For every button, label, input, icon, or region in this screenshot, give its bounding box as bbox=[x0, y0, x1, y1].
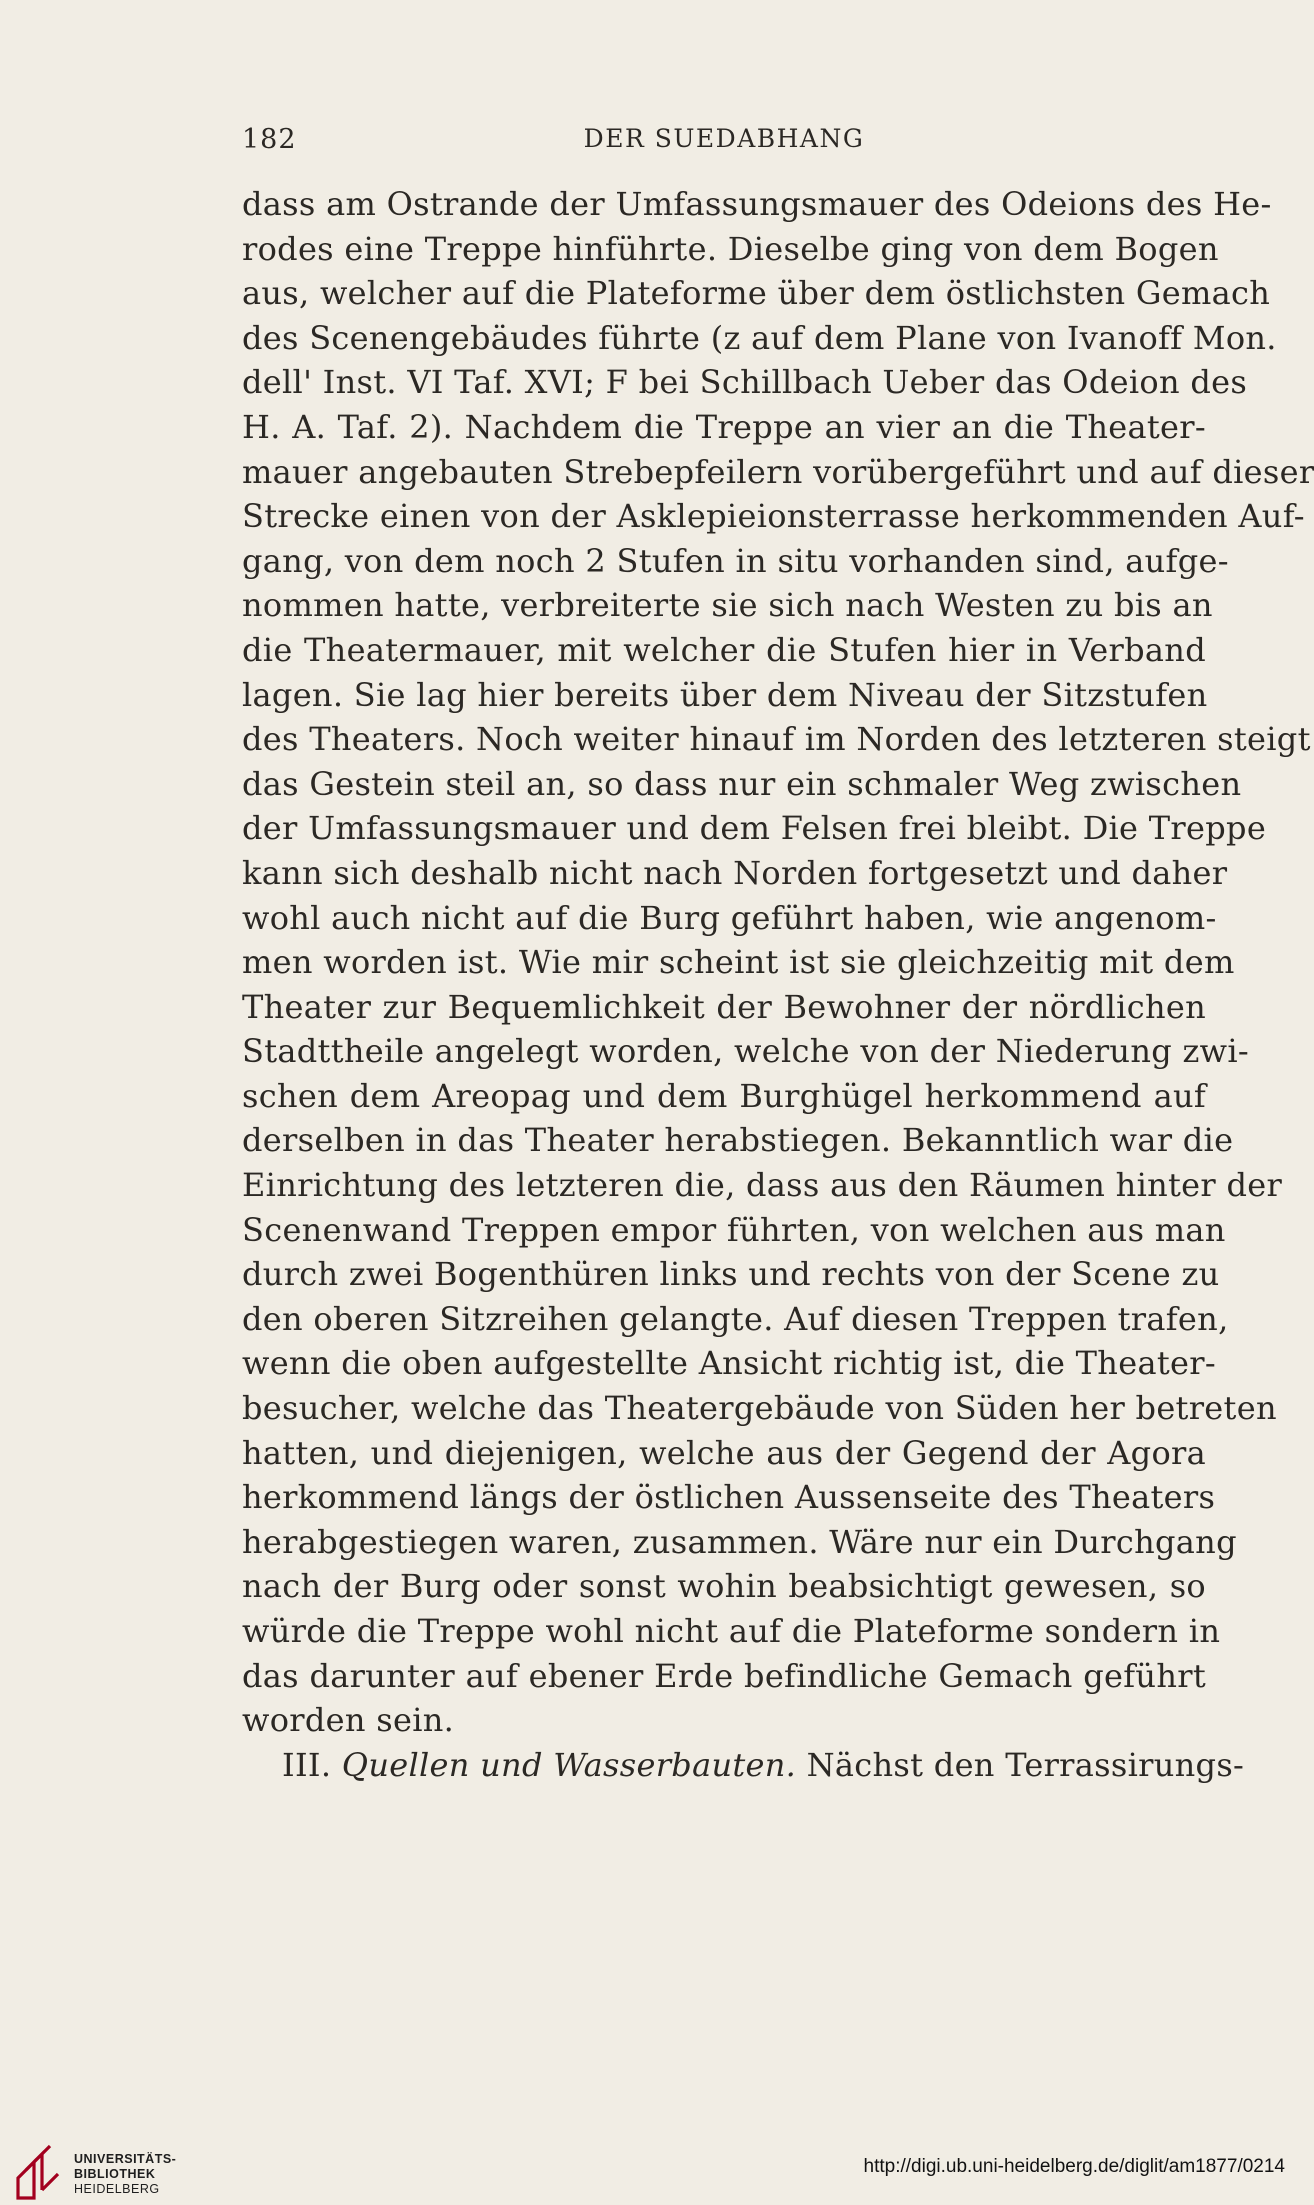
text-line: aus, welcher auf die Plateforme über dem östlichsten Gemach bbox=[242, 274, 1271, 313]
text-line: nommen hatte, verbreiterte sie sich nach Westen zu bis an bbox=[242, 586, 1213, 625]
text-line: der Umfassungsmauer und dem Felsen frei bleibt. Die Treppe bbox=[242, 809, 1267, 848]
text-line: das Gestein steil an, so dass nur ein schmaler Weg zwischen bbox=[242, 764, 1242, 803]
library-name bbox=[74, 2152, 176, 2197]
footer bbox=[0, 2140, 1303, 2205]
library-name-line-2: BIBLIOTHEK bbox=[74, 2167, 156, 2181]
paragraph bbox=[242, 182, 1314, 1743]
library-name-line-1: UNIVERSITÄTS- bbox=[74, 2152, 177, 2166]
text-line: rodes eine Treppe hinführte. Dieselbe ging von dem Bogen bbox=[242, 229, 1219, 268]
text-line: herabgestiegen waren, zusammen. Wäre nur ein Durchgang bbox=[242, 1522, 1237, 1561]
section-continuation: Nächst den Terrassirungs- bbox=[806, 1745, 1245, 1784]
text-line: gang, von dem noch 2 Stufen in situ vorhanden sind, aufge- bbox=[242, 541, 1229, 580]
text-line: Einrichtung des letzteren die, dass aus den Räumen hinter der bbox=[242, 1166, 1283, 1205]
source-url-link[interactable]: http://digi.ub.uni-heidelberg.de/diglit/am1877/0214 bbox=[863, 2156, 1285, 2177]
section-heading-line bbox=[242, 1743, 1245, 1788]
text-line: des Theaters. Noch weiter hinauf im Norden des letzteren steigt bbox=[242, 720, 1311, 759]
page-header bbox=[242, 124, 1206, 164]
page-number: 182 bbox=[242, 124, 297, 155]
text-line: men worden ist. Wie mir scheint ist sie gleichzeitig mit dem bbox=[242, 943, 1235, 982]
text-line: kann sich deshalb nicht nach Norden fortgesetzt und daher bbox=[242, 853, 1228, 892]
text-line: hatten, und diejenigen, welche aus der Gegend der Agora bbox=[242, 1433, 1206, 1472]
text-line: Strecke einen von der Asklepieionsterrasse herkommenden Auf- bbox=[242, 497, 1305, 536]
section-number: III. bbox=[282, 1745, 332, 1784]
text-line: würde die Treppe wohl nicht auf die Plateforme sondern in bbox=[242, 1612, 1221, 1650]
text-line: den oberen Sitzreihen gelangte. Auf diesen Treppen trafen, bbox=[242, 1299, 1229, 1338]
text-line: durch zwei Bogenthüren links und rechts von der Scene zu bbox=[242, 1255, 1220, 1294]
text-line: schen dem Areopag und dem Burghügel herkommend auf bbox=[242, 1076, 1206, 1115]
library-logo-icon bbox=[14, 2148, 62, 2200]
text-line: besucher, welche das Theatergebäude von Süden her betreten bbox=[242, 1389, 1277, 1428]
text-line: Scenenwand Treppen empor führten, von welchen aus man bbox=[242, 1210, 1226, 1249]
text-line: mauer angebauten Strebepfeilern vorübergeführt und auf dieser bbox=[242, 452, 1314, 491]
text-line: wenn die oben aufgestellte Ansicht richtig ist, die Theater- bbox=[242, 1344, 1216, 1383]
text-line: Stadttheile angelegt worden, welche von der Niederung zwi- bbox=[242, 1032, 1249, 1071]
text-line: worden sein. bbox=[242, 1701, 455, 1740]
text-line: herkommend längs der östlichen Aussenseite des Theaters bbox=[242, 1478, 1216, 1517]
text-line: Theater zur Bequemlichkeit der Bewohner der nördlichen bbox=[242, 987, 1206, 1026]
body-text bbox=[242, 182, 1314, 1787]
text-line: des Scenengebäudes führte (z auf dem Plane von Ivanoff Mon. bbox=[242, 318, 1277, 357]
text-line: die Theatermauer, mit welcher die Stufen hier in Verband bbox=[242, 630, 1206, 669]
text-line: nach der Burg oder sonst wohin beabsichtigt gewesen, so bbox=[242, 1567, 1206, 1606]
text-line: wohl auch nicht auf die Burg geführt haben, wie angenom- bbox=[242, 898, 1217, 937]
text-line: dass am Ostrande der Umfassungsmauer des Odeions des He- bbox=[242, 185, 1272, 223]
text-line: dell' Inst. VI Taf. XVI; F bei Schillbach Ueber das Odeion des bbox=[242, 363, 1248, 402]
running-head: DER SUEDABHANG bbox=[583, 124, 865, 153]
text-line: das darunter auf ebener Erde befindliche Gemach geführt bbox=[242, 1656, 1206, 1695]
text-line: H. A. Taf. 2). Nachdem die Treppe an vier an die Theater- bbox=[242, 407, 1206, 446]
text-line: derselben in das Theater herabstiegen. Bekanntlich war die bbox=[242, 1121, 1234, 1160]
text-line: lagen. Sie lag hier bereits über dem Niveau der Sitzstufen bbox=[242, 675, 1208, 714]
section-title: Quellen und Wasserbauten. bbox=[341, 1745, 797, 1784]
library-name-line-3: HEIDELBERG bbox=[74, 2182, 160, 2196]
